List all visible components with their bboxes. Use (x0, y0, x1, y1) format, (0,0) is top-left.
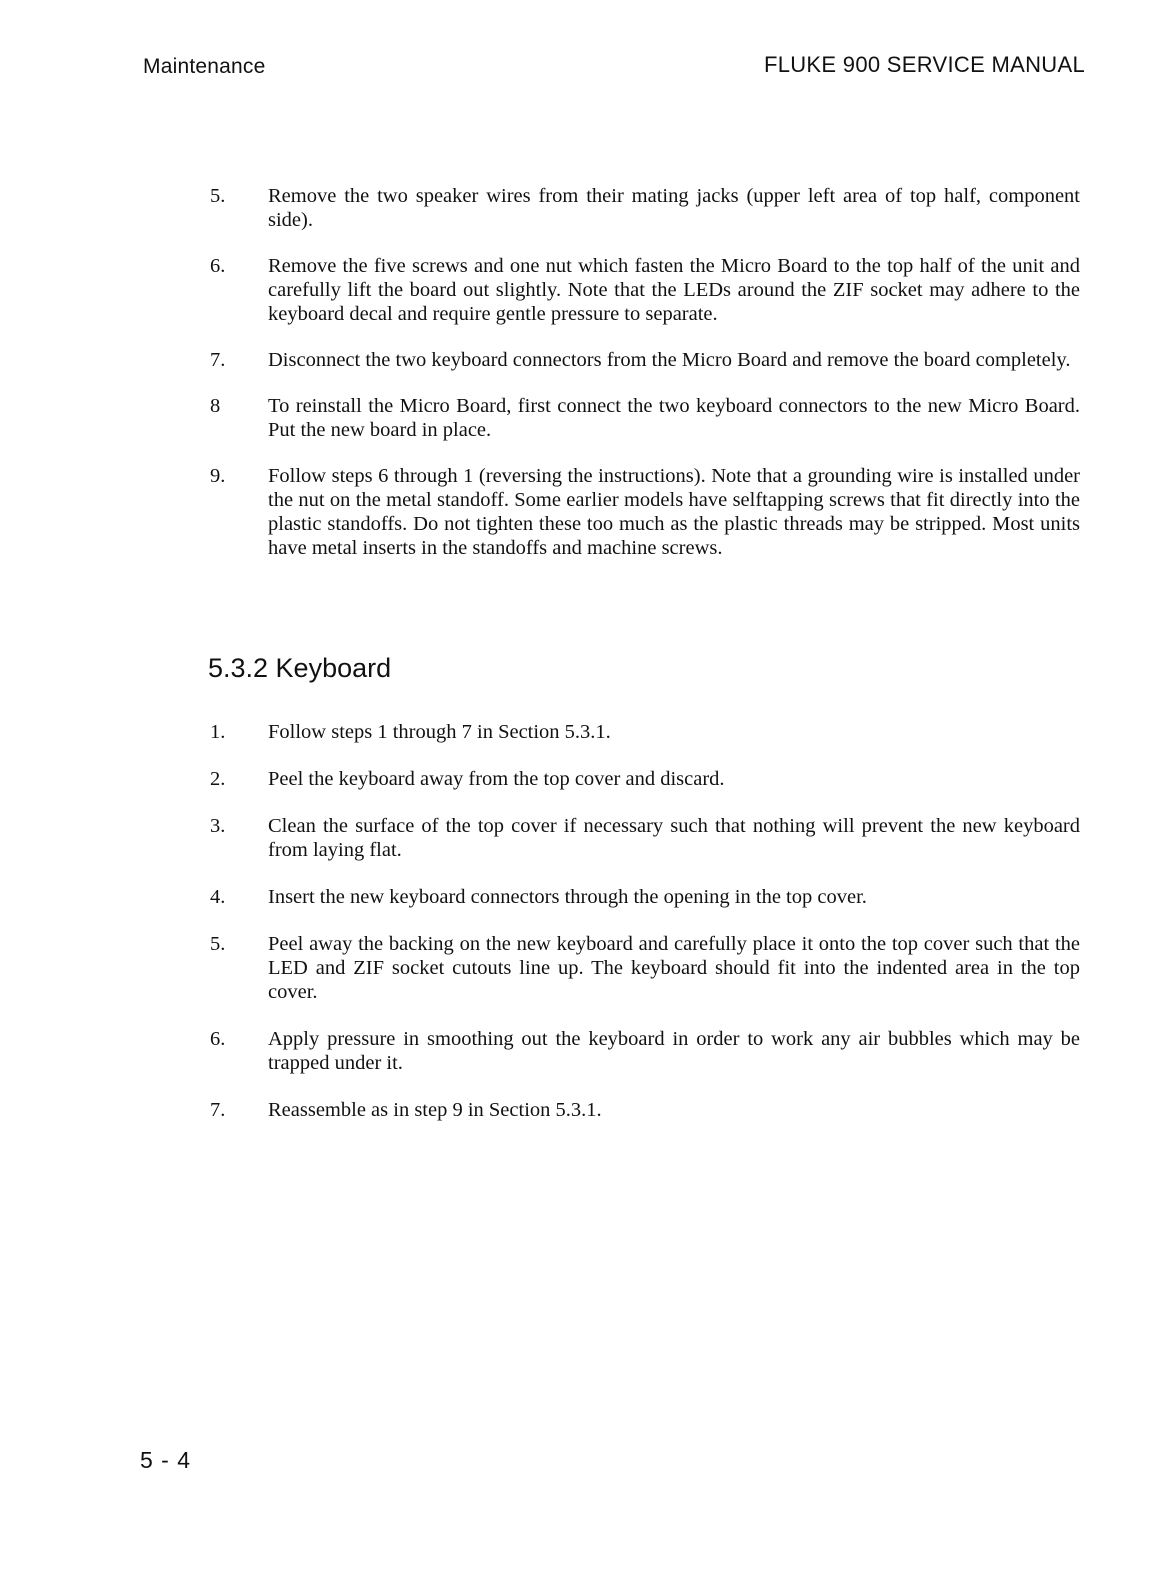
page-number: 5 - 4 (140, 1447, 192, 1473)
step-item (210, 1098, 1080, 1122)
header-manual-title: FLUKE 900 SERVICE MANUAL (763, 52, 1085, 77)
step-number: 1. (210, 721, 226, 743)
step-text: Insert the new keyboard connectors through the opening in the top cover. (268, 886, 867, 908)
step-number: 7. (210, 349, 226, 371)
step-number: 4. (210, 886, 226, 908)
step-text: Remove the five screws and one nut which fasten the Micro Board to the top half of the unit and carefully lift the board out slightly. Note that the LEDs around the ZIF socket may adhere to the keyboard decal and require gentle pressure to separate. (268, 255, 1080, 325)
step-item (210, 932, 1080, 1004)
step-text: To reinstall the Micro Board, first connect the two keyboard connectors to the new Micro Board. Put the new board in place. (268, 395, 1080, 441)
step-item (210, 814, 1080, 862)
step-item (210, 348, 1080, 372)
step-item (210, 767, 1080, 791)
step-text: Peel the keyboard away from the top cover and discard. (268, 768, 725, 790)
step-item (210, 720, 1080, 744)
keyboard-steps-list (210, 720, 1080, 1145)
step-text: Follow steps 1 through 7 in Section 5.3.1. (268, 721, 611, 743)
step-number: 9. (210, 465, 226, 487)
step-text: Peel away the backing on the new keyboard and carefully place it onto the top cover such that the LED and ZIF socket cutouts line up. The keyboard should fit into the indented area in the top cover. (268, 933, 1080, 1003)
step-number: 5. (210, 185, 226, 207)
step-number: 7. (210, 1099, 226, 1121)
step-number: 3. (210, 815, 226, 837)
step-item (210, 184, 1080, 232)
step-number: 6. (210, 1028, 226, 1050)
step-item (210, 1027, 1080, 1075)
micro-board-steps-list (210, 184, 1080, 582)
header-section-title: Maintenance (143, 55, 266, 78)
step-text: Disconnect the two keyboard connectors from the Micro Board and remove the board completely. (268, 349, 1071, 371)
step-item (210, 885, 1080, 909)
step-text: Remove the two speaker wires from their mating jacks (upper left area of top half, component side). (268, 185, 1080, 231)
step-item (210, 394, 1080, 442)
step-text: Apply pressure in smoothing out the keyboard in order to work any air bubbles which may be trapped under it. (268, 1028, 1080, 1074)
step-text: Reassemble as in step 9 in Section 5.3.1. (268, 1099, 602, 1121)
step-item (210, 464, 1080, 560)
step-number: 2. (210, 768, 226, 790)
step-number: 6. (210, 255, 226, 277)
step-number: 5. (210, 933, 226, 955)
section-heading: 5.3.2 Keyboard (208, 653, 392, 683)
step-text: Clean the surface of the top cover if necessary such that nothing will prevent the new keyboard from laying flat. (268, 815, 1080, 861)
step-item (210, 254, 1080, 326)
step-text: Follow steps 6 through 1 (reversing the instructions). Note that a grounding wire is installed under the nut on the metal standoff. Some earlier models have selftapping screws that fit directly into the plastic standoffs. Do not tighten these too much as the plastic threads may be stripped. Most units have metal inserts in the standoffs and machine screws. (268, 465, 1080, 559)
step-number: 8 (210, 395, 221, 417)
